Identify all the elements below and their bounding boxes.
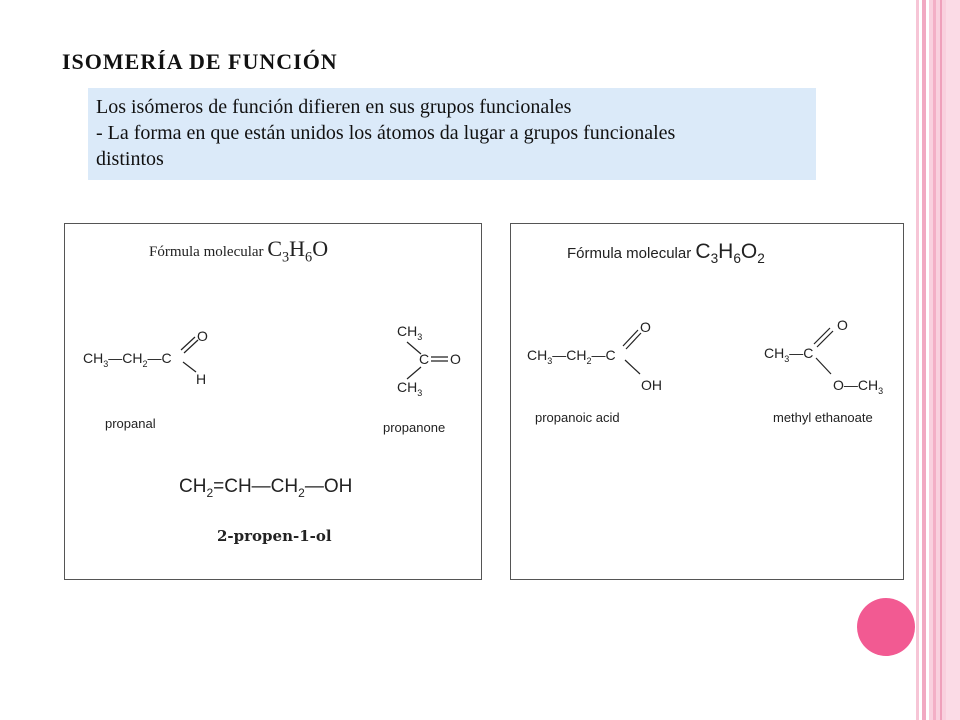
panel-c3h6o2 (510, 223, 904, 580)
svg-text:O: O (197, 328, 208, 344)
intro-line: distintos (96, 148, 164, 170)
svg-text:O: O (450, 351, 461, 367)
intro-line: - La forma en que están unidos los átomos da lugar a grupos funcionales (96, 122, 676, 144)
molecule-name-propanoic-acid: propanoic acid (535, 410, 620, 425)
svg-text:O: O (640, 319, 651, 335)
molecule-name-propanone: propanone (383, 420, 446, 435)
svg-text:O—CH3: $O—CH_3$ (833, 377, 884, 396)
svg-text:H: H (196, 371, 207, 387)
intro-line: Los isómeros de función difieren en sus grupos funcionales (96, 96, 572, 118)
svg-text:OH: OH (641, 377, 662, 393)
molecule-name-propenol: 2-propen-1-ol (217, 527, 332, 545)
decorative-circle (857, 598, 915, 656)
panel-c3h6o (64, 223, 482, 580)
decorative-stripe (946, 0, 960, 720)
intro-box (88, 88, 816, 180)
propanal-structure (83, 328, 208, 387)
molecule-name-propanal: propanal (105, 416, 156, 431)
svg-text:O: O (837, 317, 848, 333)
formula-label: Fórmula molecular (149, 244, 264, 260)
propenol-structure (179, 476, 352, 500)
decorative-stripe (933, 0, 936, 720)
structures-svg (65, 224, 481, 579)
molecular-formula: $C_3H_6O_2$ (695, 240, 765, 267)
svg-text:CH3—CH2—C: $CH_3—CH_2—C$ (83, 350, 172, 369)
svg-text:C: C (419, 351, 430, 367)
svg-text:CH3: $CH_3$ (397, 379, 423, 398)
methyl-ethanoate-structure (764, 317, 883, 396)
svg-text:CH3: $CH_3$ (397, 323, 423, 342)
molecular-formula: $C_3H_6O$ (267, 236, 329, 266)
slide-title: ISOMERÍA DE FUNCIÓN (62, 49, 338, 74)
structures-svg (511, 224, 903, 579)
svg-text:CH3—C: $CH_3—C$ (764, 345, 814, 364)
svg-text:CH2=CH—CH2—OH: $CH_2=CH—CH_2—OH$ (179, 476, 353, 500)
propanone-structure (397, 323, 461, 398)
decorative-stripe (922, 0, 926, 720)
decorative-stripe (916, 0, 919, 720)
propanoic-acid-structure (527, 319, 662, 393)
molecule-name-methyl-ethanoate: methyl ethanoate (773, 410, 873, 425)
decorative-stripe (940, 0, 942, 720)
svg-text:CH3—CH2—C: $CH_3—CH_2—C$ (527, 347, 616, 366)
formula-label: Fórmula molecular (567, 245, 692, 262)
